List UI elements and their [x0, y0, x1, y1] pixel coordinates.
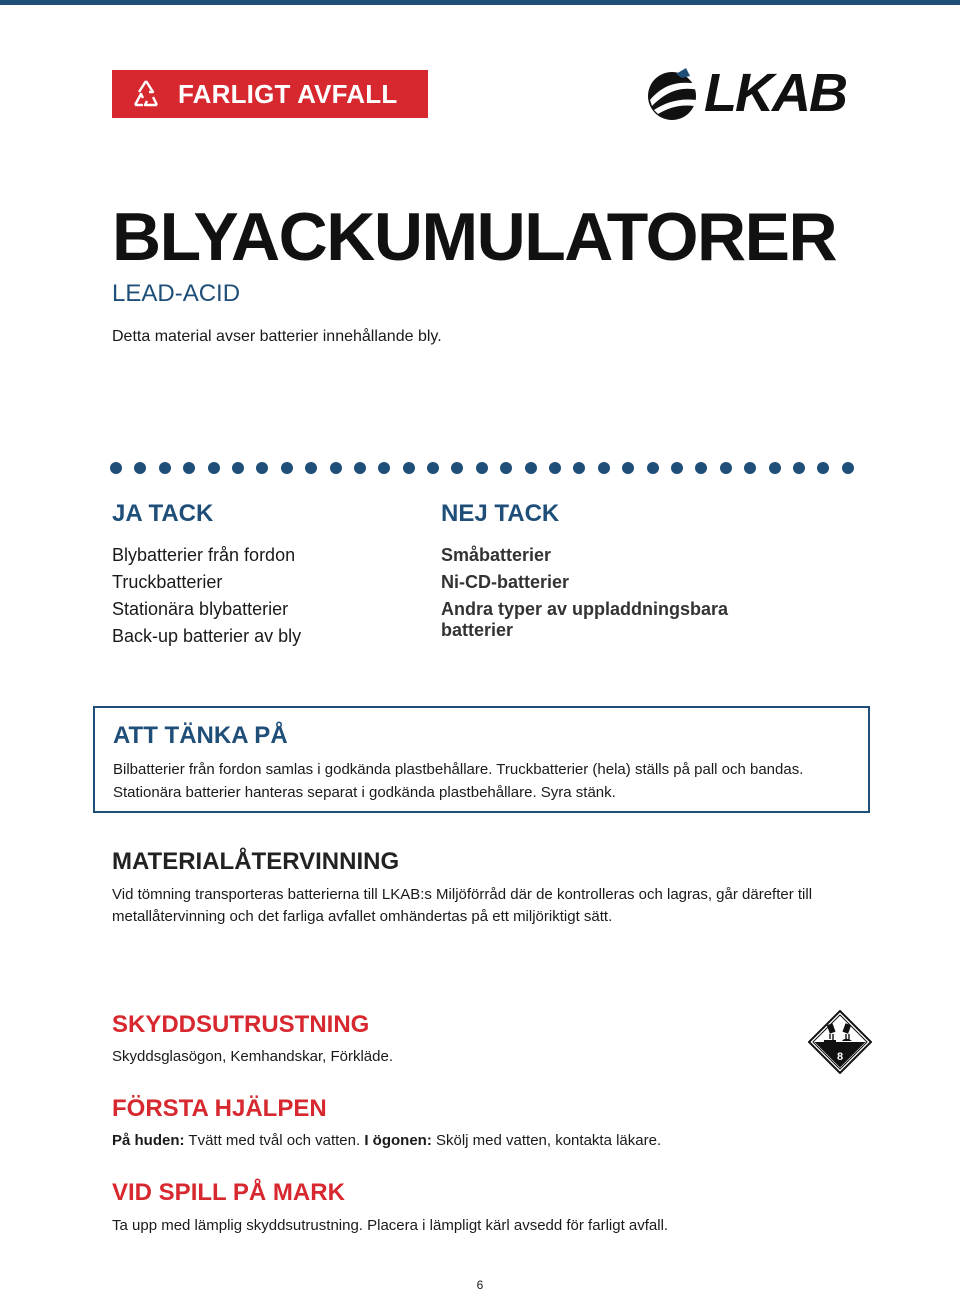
page-title: BLYACKUMULATORER [112, 199, 837, 275]
materialatervinning-heading: MATERIALÅTERVINNING [112, 848, 400, 875]
divider-dot [330, 462, 342, 474]
lkab-logo [646, 63, 852, 123]
forsta-hjalpen-text [112, 1130, 862, 1152]
dotted-divider [110, 462, 854, 476]
lkab-mountain-icon [646, 66, 702, 120]
divider-dot [671, 462, 683, 474]
divider-dot [159, 462, 171, 474]
list-item: Småbatterier [441, 545, 552, 565]
divider-dot [451, 462, 463, 474]
top-accent-bar [0, 0, 960, 5]
divider-dot [598, 462, 610, 474]
materialatervinning-text: Vid tömning transporteras batterierna till LKAB:s Miljöförråd där de kontrolleras och lagras, går därefter till metallåtervinning och det farliga avfallet omhändertas på ett miljöriktigt sätt. [112, 886, 813, 925]
skyddsutrustning-heading: SKYDDSUTRUSTNING [112, 1011, 370, 1038]
list-item: Ni-CD-batterier [441, 572, 570, 592]
eyes-instruction: Skölj med vatten, kontakta läkare. [431, 1132, 662, 1149]
att-tanka-pa-box [93, 706, 870, 813]
vid-spill-heading: VID SPILL PÅ MARK [112, 1179, 345, 1206]
ja-tack-heading: JA TACK [112, 500, 214, 527]
att-tanka-pa-text: Bilbatterier från fordon samlas i godkända plastbehållare. Truckbatterier (hela) ställs på pall och bandas. Stationära batterier hanteras separat i godkända plastbehållare. Syra stänk. [113, 761, 804, 801]
divider-dot [695, 462, 707, 474]
divider-dot [208, 462, 220, 474]
att-tanka-pa-heading: ATT TÄNKA PÅ [113, 722, 288, 749]
divider-dot [793, 462, 805, 474]
divider-dot [744, 462, 756, 474]
divider-dot [647, 462, 659, 474]
divider-dot [769, 462, 781, 474]
divider-dot [110, 462, 122, 474]
divider-dot [500, 462, 512, 474]
badge-label: FARLIGT AVFALL [178, 78, 398, 109]
list-item: Blybatterier från fordon [112, 545, 296, 565]
divider-dot [549, 462, 561, 474]
divider-dot [476, 462, 488, 474]
page-subtitle: LEAD-ACID [112, 280, 241, 307]
corrosive-class-8-icon [808, 1010, 872, 1074]
ja-tack-list [112, 542, 301, 650]
divider-dot [403, 462, 415, 474]
divider-dot [525, 462, 537, 474]
divider-dot [354, 462, 366, 474]
divider-dot [720, 462, 732, 474]
divider-dot [817, 462, 829, 474]
list-item: Truckbatterier [112, 572, 223, 592]
logo-wordmark: LKAB [704, 63, 846, 123]
divider-dot [622, 462, 634, 474]
hazardous-waste-badge [112, 70, 428, 118]
intro-text: Detta material avser batterier innehållande bly. [112, 328, 442, 345]
forsta-hjalpen-heading: FÖRSTA HJÄLPEN [112, 1095, 327, 1122]
skin-instruction: Tvätt med tvål och vatten. [184, 1132, 365, 1149]
divider-dot [134, 462, 146, 474]
nej-tack-list [441, 542, 771, 641]
hazard-class-label: 8 [836, 1051, 844, 1063]
divider-dot [305, 462, 317, 474]
eyes-label: I ögonen: [364, 1132, 432, 1149]
list-item: Andra typer av uppladdningsbara batterier [441, 599, 729, 640]
vid-spill-text: Ta upp med lämplig skyddsutrustning. Placera i lämpligt kärl avsedd för farligt avfall. [112, 1217, 669, 1234]
list-item: Stationära blybatterier [112, 599, 289, 619]
divider-dot [378, 462, 390, 474]
page-number: 6 [476, 1278, 484, 1292]
nej-tack-heading: NEJ TACK [441, 500, 560, 527]
recycle-icon [128, 76, 164, 112]
list-item: Back-up batterier av bly [112, 626, 302, 646]
divider-dot [183, 462, 195, 474]
skin-label: På huden: [112, 1132, 185, 1149]
divider-dot [281, 462, 293, 474]
skyddsutrustning-text: Skyddsglasögon, Kemhandskar, Förkläde. [112, 1048, 393, 1065]
divider-dot [842, 462, 854, 474]
divider-dot [232, 462, 244, 474]
divider-dot [427, 462, 439, 474]
divider-dot [573, 462, 585, 474]
divider-dot [256, 462, 268, 474]
